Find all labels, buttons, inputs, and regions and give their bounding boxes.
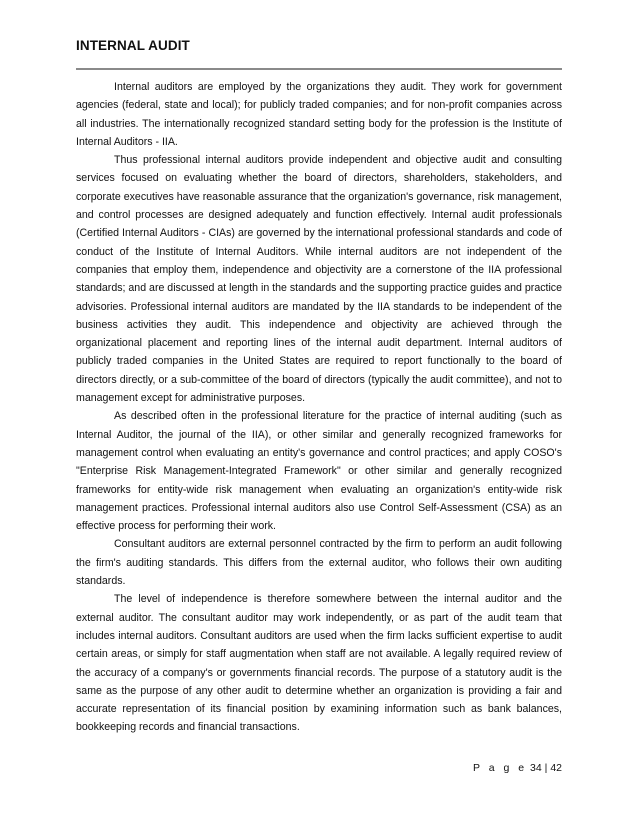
paragraph-2: Thus professional internal auditors provide independent and objective audit and consulting services focused on evaluating whether the board of directors, shareholders, stakeholders, and corporate executives have reasonable assurance that the organization's governance, risk management, and control processes are designed adequately and function effectively. Internal audit professionals (Certified Internal Auditors - CIAs) are governed by the international professional standards and code of conduct of the Institute of Internal Auditors. While internal auditors are not independent of the companies that employ them, independence and objectivity are a cornerstone of the IIA professional standards; and are discussed at length in the standards and the supporting practice guides and practice advisories. Professional internal auditors are mandated by the IIA standards to be independent of the business activities they audit. This independence and objectivity are achieved through the organizational placement and reporting lines of the internal audit department. Internal auditors of publicly traded companies in the United States are required to report functionally to the board of directors directly, or a sub-committee of the board of directors (typically the audit committee), and not to management except for administrative purposes. xyxy=(76,154,562,405)
paragraph-4: Consultant auditors are external personnel contracted by the firm to perform an audit following the firm's auditing standards. This differs from the external auditor, who follows their own auditing standards. xyxy=(76,538,562,588)
paragraph-1: Internal auditors are employed by the organizations they audit. They work for government agencies (federal, state and local); for publicly traded companies; and for non-profit companies across all industries. The internationally recognized standard setting body for the profession is the Institute of Internal Auditors - IIA. xyxy=(76,81,562,148)
paragraph-3: As described often in the professional literature for the practice of internal auditing (such as Internal Auditor, the journal of the IIA), or other similar and generally recognized frameworks for management control when evaluating an entity's governance and control practices; and apply COSO's "Enterprise Risk Management-Integrated Framework" or other similar and generally recognized frameworks for entity-wide risk management when evaluating an organization's entity-wide risk management practices. Professional internal auditors also use Control Self-Assessment (CSA) as an effective process for performing their work. xyxy=(76,410,562,533)
paragraph-5: The level of independence is therefore somewhere between the internal auditor and the external auditor. The consultant auditor may work independently, or as part of the audit team that includes internal auditors. Consultant auditors are used when the firm lacks sufficient expertise to audit certain areas, or simply for staff augmentation when staff are not available. A legally required review of the accuracy of a company's or governments financial records. The purpose of a statutory audit is the same as the purpose of any other audit to determine whether an organization is providing a fair and accurate representation of its financial position by examining information such as bank balances, bookkeeping records and financial transactions. xyxy=(76,593,562,734)
header-divider xyxy=(76,68,562,70)
page-number: 34 xyxy=(530,762,542,774)
total-pages: 42 xyxy=(550,762,562,774)
page-footer xyxy=(400,762,562,774)
page-separator: | xyxy=(544,762,548,774)
page-title: INTERNAL AUDIT xyxy=(76,38,190,53)
page-label: P a g e xyxy=(473,762,528,774)
body-text xyxy=(76,78,562,737)
